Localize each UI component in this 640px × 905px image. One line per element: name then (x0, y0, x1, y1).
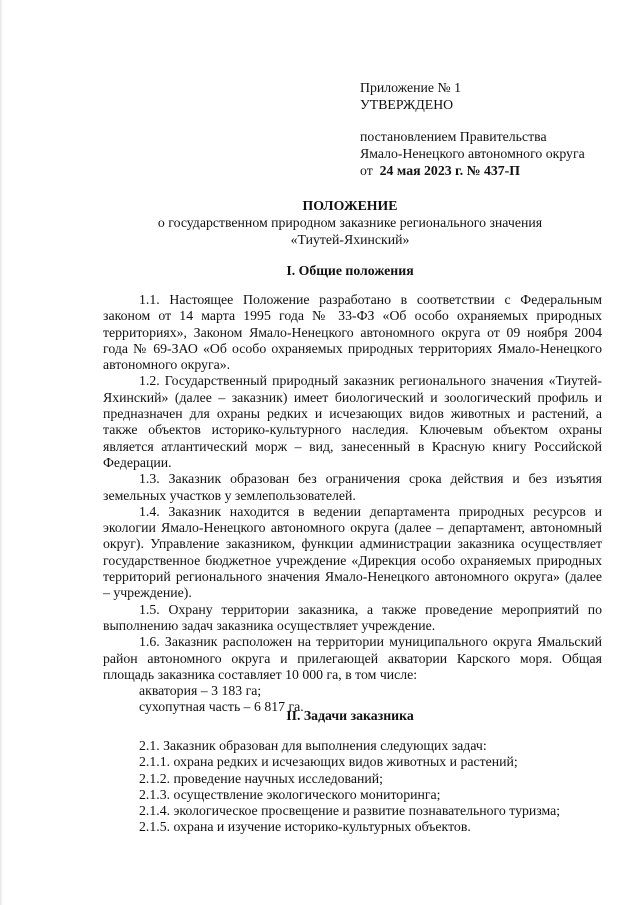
document-subtitle-line-2: «Тиутей-Яхинский» (290, 232, 410, 247)
area-water: акватория – 3 183 га; (139, 683, 262, 699)
approved-label: УТВЕРЖДЕНО (360, 97, 454, 112)
document-title: ПОЛОЖЕНИЕ (302, 198, 398, 213)
decree-date: 24 мая 2023 г. № 437-П (379, 163, 521, 178)
document-subtitle-line-1: о государственном природном заказнике регионального значения (157, 215, 543, 230)
section-1-body (103, 292, 602, 716)
task-item: 2.1.2. проведение научных исследований; (139, 770, 383, 786)
paragraph-1-5: 1.5. Охрану территории заказника, а также проведение мероприятий по выполнению задач заказника осуществляет учреждение. (103, 601, 602, 633)
section-2-heading: II. Задачи заказника (286, 708, 414, 723)
task-item: 2.1.4. экологическое просвещение и развитие познавательного туризма; (139, 803, 561, 819)
paragraph-1-1: 1.1. Настоящее Положение разработано в соответствии с Федеральным законом от 14 марта 1995 года № 33-ФЗ «Об особо охраняемых природных территориях», Законом Ямало-Ненецкого автономного округа от 09 ноября 2004 года № 69-ЗАО «Об особо охраняемых природных территориях Ямало-Ненецкого автономного округа». (103, 292, 602, 373)
paragraph-1-3: 1.3. Заказник образован без ограничения срока действия и без изъятия земельных участков у землепользователей. (103, 471, 602, 503)
task-item: 2.1.3. осуществление экологического мониторинга; (139, 786, 441, 802)
section-2-list (139, 738, 560, 836)
task-item: 2.1. Заказник образован для выполнения следующих задач: (139, 738, 487, 753)
decree-line-1: постановлением Правительства (360, 129, 547, 144)
appendix-label: Приложение № 1 (360, 80, 462, 95)
document-title-block (100, 197, 600, 248)
paragraph-1-2: 1.2. Государственный природный заказник регионального значения «Тиутей-Яхинский» (далее – заказник) имеет биологический и зоологический профиль и предназначен для охраны редких и исчезающих видов животных и растений, а также объектов историко-культурного наследия. Ключевым объектом охраны является атлантический морж – вид, занесенный в Красную книгу Российской Федерации. (103, 373, 602, 470)
decree-date-line (360, 162, 585, 179)
paragraph-1-6: 1.6. Заказник расположен на территории муниципального округа Ямальский район автономного округа и прилегающей акватории Карского моря. Общая площадь заказника составляет 10 000 га, в том числе: (103, 634, 602, 682)
section-1-heading: I. Общие положения (286, 263, 414, 278)
task-item: 2.1.1. охрана редких и исчезающих видов животных и растений; (139, 754, 518, 770)
task-item: 2.1.5. охрана и изучение историко-культурных объектов. (139, 819, 471, 835)
page-edge (0, 0, 3, 905)
paragraph-1-4: 1.4. Заказник находится в ведении департамента природных ресурсов и экологии Ямало-Ненецкого автономного округа (далее – департамент, автономный округ). Управление заказником, функции администрации заказника осуществляет государственное бюджетное учреждение «Дирекция особо охраняемых природных территорий регионального значения Ямало-Ненецкого автономного округа» (далее – учреждение). (103, 503, 602, 601)
decree-line-2: Ямало-Ненецкого автономного округа (360, 146, 585, 161)
area-land: сухопутная часть – 6 817 га. (139, 699, 304, 715)
approval-block (360, 79, 585, 179)
decree-from: от (360, 163, 373, 178)
